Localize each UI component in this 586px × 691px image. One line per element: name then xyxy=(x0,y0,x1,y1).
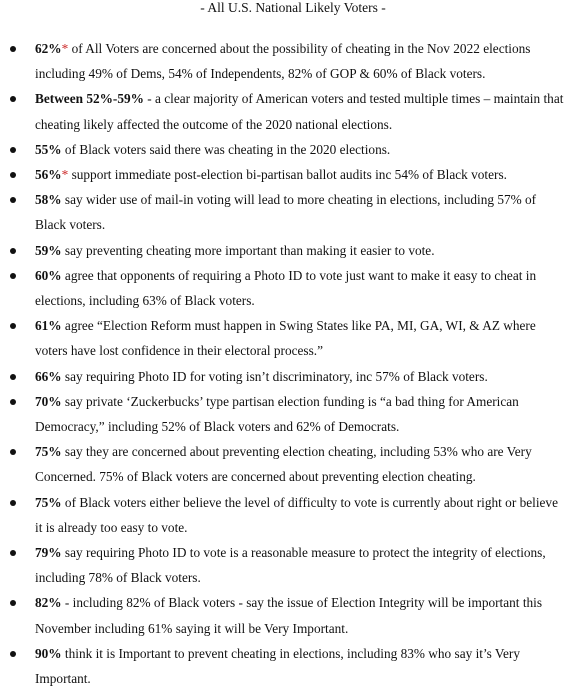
finding-stat: 55% xyxy=(35,141,62,157)
finding-stat: 61% xyxy=(35,318,62,334)
finding-item xyxy=(0,364,586,389)
finding-text: support immediate post-election bi-partisan ballot audits inc 54% of Black voters. xyxy=(68,167,507,183)
bullet-dot-icon xyxy=(10,651,16,657)
finding-item xyxy=(0,187,586,237)
finding-stat: 58% xyxy=(35,192,62,208)
finding-item xyxy=(0,36,586,86)
bullet-dot-icon xyxy=(10,96,16,102)
finding-item xyxy=(0,439,586,489)
finding-stat: 56% xyxy=(35,167,62,183)
finding-item xyxy=(0,238,586,263)
bullet-dot-icon xyxy=(10,449,16,455)
bullet-dot-icon xyxy=(10,197,16,203)
bullet-dot-icon xyxy=(10,248,16,254)
finding-text: - including 82% of Black voters - say the issue of Election Integrity will be important this November including 61% saying it will be Very Important. xyxy=(35,595,543,636)
finding-text: agree that opponents of requiring a Photo ID to vote just want to make it easy to cheat in elections, including 63% of Black voters. xyxy=(35,267,537,309)
finding-text: say they are concerned about preventing election cheating, including 53% who are Very Concerned. 75% of Black voters are concerned about preventing election cheating. xyxy=(35,444,532,485)
findings-list xyxy=(0,36,586,691)
finding-stat: 59% xyxy=(35,242,62,258)
finding-stat: 75% xyxy=(35,494,62,510)
finding-item xyxy=(0,641,586,691)
finding-item xyxy=(0,86,586,136)
finding-stat: 79% xyxy=(35,545,62,561)
finding-asterisk: * xyxy=(61,41,69,56)
finding-text: of Black voters either believe the level of difficulty to vote is currently about right or believe it is already too easy to vote. xyxy=(35,494,558,535)
finding-text: - a clear majority of American voters and tested multiple times – maintain that cheating likely affected the outcome of the 2020 national elections. xyxy=(35,91,564,132)
finding-item xyxy=(0,263,586,313)
finding-stat: 62% xyxy=(35,41,62,56)
finding-stat: 75% xyxy=(35,444,62,460)
bullet-dot-icon xyxy=(10,323,16,329)
bullet-dot-icon xyxy=(10,172,16,178)
bullet-dot-icon xyxy=(10,273,16,279)
finding-text: say requiring Photo ID for voting isn’t discriminatory, inc 57% of Black voters. xyxy=(61,368,488,384)
bullet-dot-icon xyxy=(10,147,16,153)
finding-stat: 82% xyxy=(35,595,62,611)
finding-text: of All Voters are concerned about the possibility of cheating in the Nov 2022 elections including 49% of Dems, 54% of Independents, 82% of GOP & 60% of Black voters. xyxy=(35,41,531,82)
finding-text: say wider use of mail-in voting will lead to more cheating in elections, including 57% of Black voters. xyxy=(35,192,537,233)
page-header: - All U.S. National Likely Voters - xyxy=(200,0,386,15)
finding-stat: 66% xyxy=(35,368,62,384)
bullet-dot-icon xyxy=(10,46,16,52)
finding-text: say preventing cheating more important than making it easier to vote. xyxy=(61,242,435,258)
finding-text: agree “Election Reform must happen in Swing States like PA, MI, GA, WI, & AZ where voters have lost confidence in their electoral process.” xyxy=(35,318,536,359)
finding-item xyxy=(0,162,586,187)
finding-stat: 60% xyxy=(35,267,62,283)
bullet-dot-icon xyxy=(10,399,16,405)
finding-item xyxy=(0,137,586,162)
finding-item xyxy=(0,313,586,363)
bullet-dot-icon xyxy=(10,600,16,606)
finding-text: think it is Important to prevent cheating in elections, including 83% who say it’s Very Important. xyxy=(35,645,521,687)
bullet-dot-icon xyxy=(10,500,16,506)
finding-stat: Between 52%-59% xyxy=(35,91,144,107)
finding-stat: 70% xyxy=(35,393,62,409)
finding-item xyxy=(0,540,586,590)
finding-text: say requiring Photo ID to vote is a reasonable measure to protect the integrity of elections, including 78% of Black voters. xyxy=(35,545,546,586)
bullet-dot-icon xyxy=(10,374,16,380)
finding-item xyxy=(0,490,586,540)
finding-text: say private ‘Zuckerbucks’ type partisan election funding is “a bad thing for American Democracy,” including 52% of Black voters and 62% of Democrats. xyxy=(35,393,519,435)
finding-stat: 90% xyxy=(35,645,62,661)
finding-text: of Black voters said there was cheating in the 2020 elections. xyxy=(61,141,391,157)
finding-asterisk: * xyxy=(61,167,69,183)
finding-item xyxy=(0,590,586,640)
finding-item xyxy=(0,389,586,439)
bullet-dot-icon xyxy=(10,550,16,556)
